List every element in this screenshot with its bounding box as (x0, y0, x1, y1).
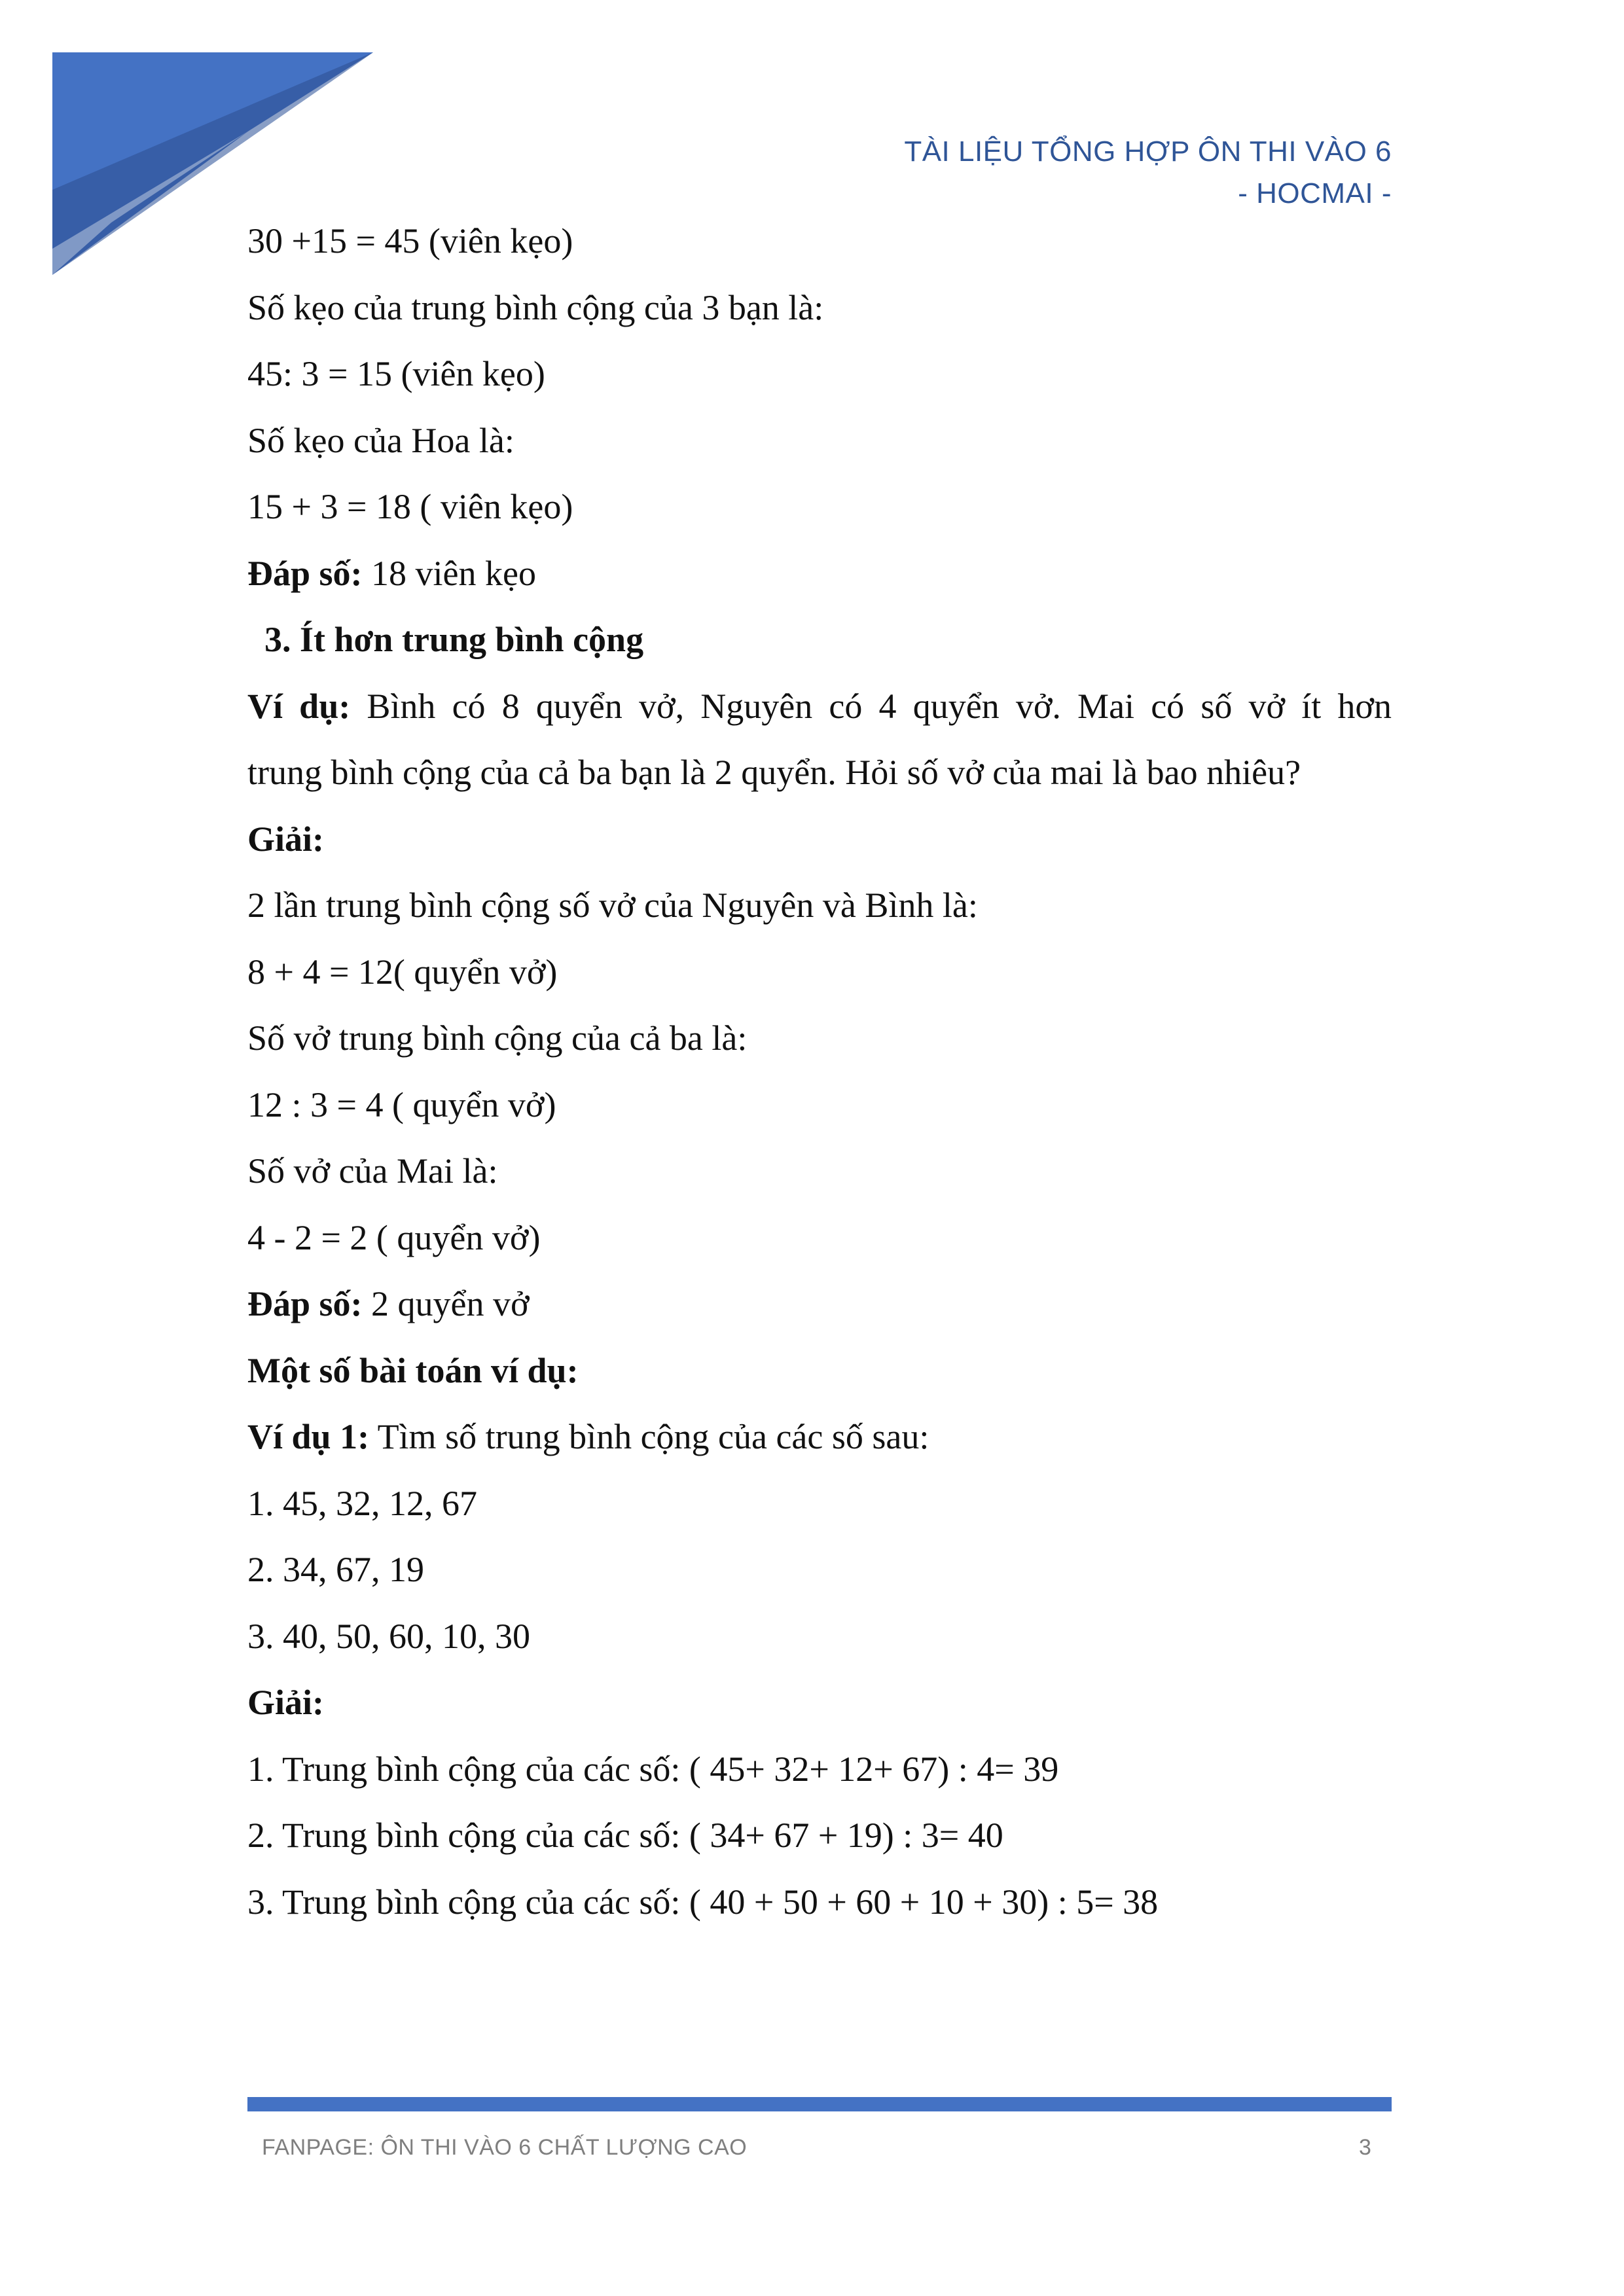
examples-title: Một số bài toán ví dụ: (247, 1350, 579, 1390)
body-line: Số vở của Mai là: (247, 1151, 498, 1191)
body-line: Số kẹo của Hoa là: (247, 420, 514, 460)
answer-line (247, 1271, 1392, 1338)
solution-heading: Giải: (247, 1683, 324, 1722)
example-label: Ví dụ: (247, 686, 351, 726)
example-text-1: Bình có 8 quyển vở, Nguyên có 4 quyển vở. Mai có số vở ít hơn (350, 686, 1392, 726)
example-paragraph (247, 673, 1392, 740)
document-body (247, 208, 1392, 1935)
footer-divider (247, 2097, 1392, 2111)
body-line: 45: 3 = 15 (viên kẹo) (247, 354, 545, 393)
body-line: 8 + 4 = 12( quyển vở) (247, 952, 558, 992)
example-1 (247, 1404, 1392, 1471)
answer-line (247, 541, 1392, 607)
document-header (904, 131, 1392, 215)
solution-heading: Giải: (247, 819, 324, 859)
footer-fanpage: FANPAGE: ÔN THI VÀO 6 CHẤT LƯỢNG CAO (262, 2135, 748, 2160)
body-line: 15 + 3 = 18 ( viên kẹo) (247, 487, 573, 526)
body-line: Số vở trung bình cộng của cả ba là: (247, 1018, 748, 1058)
page-number: 3 (1359, 2135, 1371, 2160)
question-item: 3. 40, 50, 60, 10, 30 (247, 1616, 530, 1656)
answer-value: 18 viên kẹo (362, 553, 536, 593)
example-1-text: Tìm số trung bình cộng của các số sau: (369, 1417, 929, 1456)
body-line: 4 - 2 = 2 ( quyển vở) (247, 1217, 541, 1257)
body-line: 30 +15 = 45 (viên kẹo) (247, 221, 573, 260)
answer-value: 2 quyển vở (362, 1284, 530, 1323)
section-heading: 3. Ít hơn trung bình cộng (264, 620, 644, 659)
answer-label: Đáp số: (247, 553, 363, 593)
header-subtitle: - HOCMAI - (1238, 177, 1392, 209)
body-line: Số kẹo của trung bình cộng của 3 bạn là: (247, 287, 824, 327)
answer-label: Đáp số: (247, 1284, 363, 1323)
question-item: 2. 34, 67, 19 (247, 1550, 424, 1589)
answer-item: 2. Trung bình cộng của các số: ( 34+ 67 + 19) : 3= 40 (247, 1816, 1003, 1855)
body-line: 12 : 3 = 4 ( quyển vở) (247, 1085, 556, 1124)
answer-item: 3. Trung bình cộng của các số: ( 40 + 50 + 60 + 10 + 30) : 5= 38 (247, 1882, 1159, 1922)
example-text-2: trung bình cộng của cả ba bạn là 2 quyển. Hỏi số vở của mai là bao nhiêu? (247, 753, 1301, 792)
body-line: 2 lần trung bình cộng số vở của Nguyên và Bình là: (247, 886, 978, 925)
answer-item: 1. Trung bình cộng của các số: ( 45+ 32+ 12+ 67) : 4= 39 (247, 1749, 1059, 1789)
question-item: 1. 45, 32, 12, 67 (247, 1483, 477, 1523)
header-title: TÀI LIỆU TỔNG HỢP ÔN THI VÀO 6 (904, 135, 1392, 168)
example-1-label: Ví dụ 1: (247, 1417, 370, 1456)
